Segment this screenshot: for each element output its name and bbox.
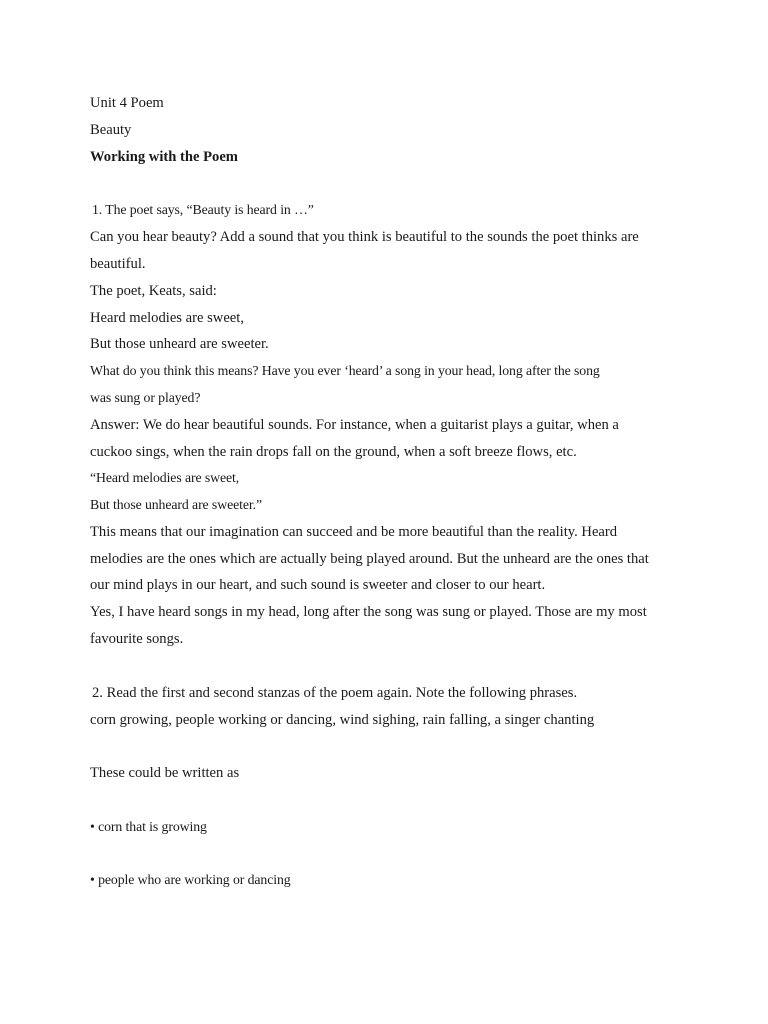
answer-line: cuckoo sings, when the rain drops fall on the ground, when a soft breeze flows, etc. bbox=[90, 444, 577, 460]
bullet-item: • corn that is growing bbox=[90, 819, 207, 834]
unit-heading: Unit 4 Poem bbox=[90, 95, 164, 111]
question-1: 1. The poet says, “Beauty is heard in …” bbox=[92, 202, 314, 217]
paragraph-line: our mind plays in our heart, and such sound is sweeter and closer to our heart. bbox=[90, 577, 546, 593]
phrases-line: corn growing, people working or dancing, wind sighing, rain falling, a singer chanting bbox=[90, 712, 595, 728]
paragraph-line: melodies are the ones which are actually being played around. But the unheard are the ones that bbox=[90, 551, 649, 567]
paragraph-line: was sung or played? bbox=[90, 390, 201, 405]
paragraph-line: What do you think this means? Have you ever ‘heard’ a song in your head, long after the song bbox=[90, 363, 600, 378]
question-2: 2. Read the first and second stanzas of the poem again. Note the following phrases. bbox=[92, 685, 578, 701]
poem-title: Beauty bbox=[90, 122, 132, 138]
paragraph-line: favourite songs. bbox=[90, 631, 184, 647]
bullet-item: • people who are working or dancing bbox=[90, 872, 291, 887]
paragraph-line: Yes, I have heard songs in my head, long after the song was sung or played. Those are my most bbox=[90, 604, 647, 620]
paragraph-line: beautiful. bbox=[90, 256, 146, 272]
paragraph-line: This means that our imagination can succeed and be more beautiful than the reality. Heard bbox=[90, 524, 618, 540]
quote-line: But those unheard are sweeter. bbox=[90, 336, 269, 352]
quote-line: Heard melodies are sweet, bbox=[90, 310, 244, 326]
quote-line: “Heard melodies are sweet, bbox=[90, 470, 240, 485]
paragraph-line: These could be written as bbox=[90, 765, 240, 781]
answer-line: Answer: We do hear beautiful sounds. For instance, when a guitarist plays a guitar, when a bbox=[90, 417, 619, 433]
quote-line: But those unheard are sweeter.” bbox=[90, 497, 262, 512]
paragraph-line: The poet, Keats, said: bbox=[90, 283, 217, 299]
paragraph-line: Can you hear beauty? Add a sound that you think is beautiful to the sounds the poet thinks are bbox=[90, 229, 639, 245]
section-heading: Working with the Poem bbox=[90, 149, 238, 165]
